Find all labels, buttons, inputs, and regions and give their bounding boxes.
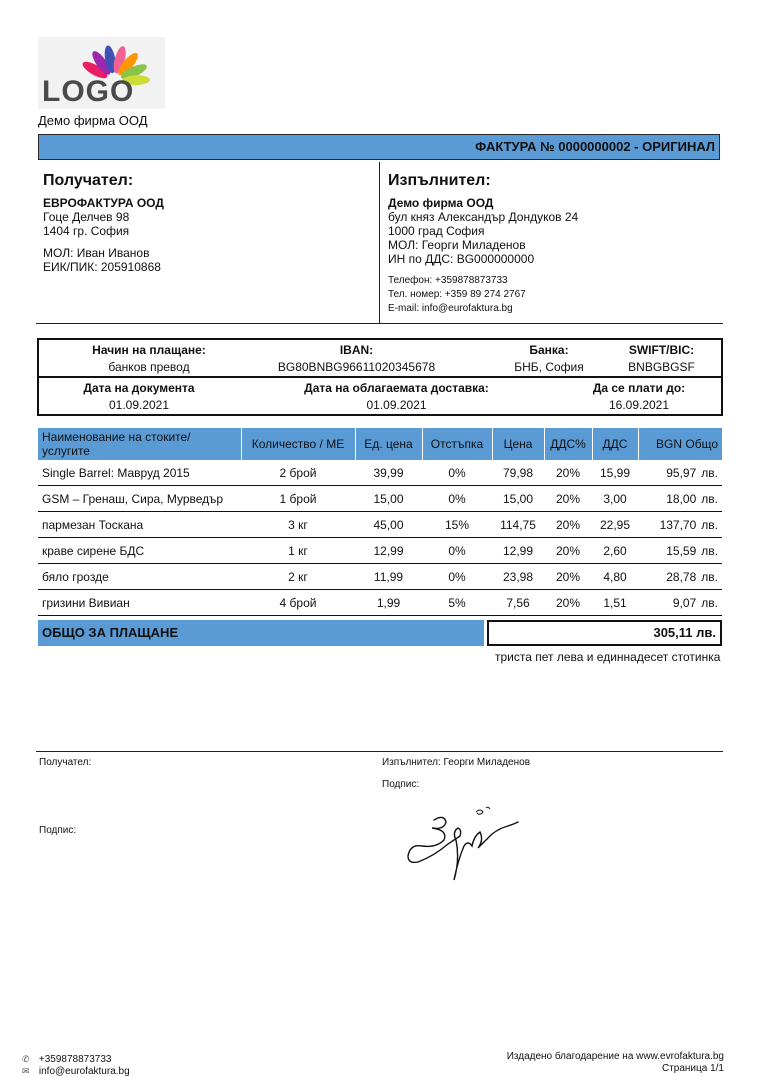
cell-qty: 2 кг: [241, 564, 355, 590]
table-row: [38, 564, 722, 590]
cell-price: 79,98: [492, 460, 544, 486]
cell-total: [638, 512, 722, 538]
col-header-total: BGN Общо: [638, 428, 722, 460]
cell-vat: 3,00: [592, 486, 638, 512]
cell-discount: 0%: [422, 486, 492, 512]
payment-method-label: Начин на плащане:: [92, 343, 206, 357]
footer-phone: +359878873733: [38, 1054, 112, 1065]
cell-total-value: 9,07: [672, 595, 697, 610]
cell-discount: 0%: [422, 460, 492, 486]
footer-contact: [22, 1051, 130, 1075]
company-logo: [38, 37, 165, 109]
cell-total-value: 95,97: [666, 465, 697, 480]
cell-vat-pct: 20%: [544, 564, 592, 590]
cell-qty: 1 кг: [241, 538, 355, 564]
cell-total-value: 15,59: [666, 543, 697, 558]
col-header-unit-price: Ед. цена: [355, 428, 422, 460]
table-header-row: [38, 428, 722, 460]
due-date-label: Да се плати до:: [592, 381, 686, 395]
cell-qty: 4 брой: [241, 590, 355, 616]
cell-vat-pct: 20%: [544, 538, 592, 564]
supplier-email: E-mail: info@eurofaktura.bg: [388, 303, 513, 314]
cell-total: [638, 538, 722, 564]
company-name: Демо фирма ООД: [38, 113, 148, 128]
table-row: [38, 486, 722, 512]
currency-unit: лв.: [701, 491, 718, 506]
cell-total-value: 28,78: [666, 569, 697, 584]
cell-qty: 2 брой: [241, 460, 355, 486]
doc-date-value: 01.09.2021: [108, 398, 170, 412]
recipient-mol: МОЛ: Иван Иванов: [43, 246, 150, 260]
delivery-date-value: 01.09.2021: [366, 398, 427, 412]
total-label: ОБЩО ЗА ПЛАЩАНЕ: [38, 620, 484, 646]
recipient-sign-label: Подпис:: [39, 825, 77, 836]
cell-name: бяло грозде: [38, 564, 241, 590]
signature-divider: [36, 751, 723, 752]
cell-discount: 0%: [422, 538, 492, 564]
cell-total-value: 137,70: [659, 517, 697, 532]
footer-issued: Издадено благодарение на www.evrofaktura.bg: [506, 1051, 724, 1062]
recipient-eik: ЕИК/ПИК: 205910868: [43, 260, 161, 274]
recipient-block: [43, 172, 164, 274]
handwritten-signature: [400, 800, 525, 885]
cell-vat: 15,99: [592, 460, 638, 486]
supplier-address1: бул княз Александър Дондуков 24: [388, 210, 579, 224]
due-date-value: 16.09.2021: [608, 398, 670, 412]
supplier-sign-label: Подпис:: [382, 779, 420, 790]
supplier-address2: 1000 град София: [388, 224, 485, 238]
payment-info-box: [37, 338, 723, 416]
table-row: [38, 538, 722, 564]
table-row: [38, 590, 722, 616]
supplier-mol: МОЛ: Георги Миладенов: [388, 238, 526, 252]
cell-total: [638, 590, 722, 616]
cell-total: [638, 564, 722, 590]
supplier-name: Демо фирма ООД: [388, 196, 494, 210]
invoice-title: ФАКТУРА № 0000000002 - ОРИГИНАЛ: [38, 134, 720, 160]
items-table: [38, 428, 722, 616]
party-divider: [379, 162, 380, 323]
cell-vat: 4,80: [592, 564, 638, 590]
email-icon: ✉: [22, 1066, 30, 1076]
payment-box-divider: [39, 376, 721, 378]
col-header-vat-pct: ДДС%: [544, 428, 592, 460]
cell-vat-pct: 20%: [544, 590, 592, 616]
swift-value: BNBGBGSF: [628, 360, 695, 374]
iban-label: IBAN:: [339, 343, 374, 357]
table-row: [38, 460, 722, 486]
recipient-address2: 1404 гр. София: [43, 224, 130, 238]
cell-total-value: 18,00: [666, 491, 697, 506]
cell-discount: 15%: [422, 512, 492, 538]
recipient-heading: Получател:: [43, 172, 134, 189]
currency-unit: лв.: [701, 517, 718, 532]
cell-name: краве сирене БДС: [38, 538, 241, 564]
supplier-phone: Телефон: +359878873733: [388, 275, 508, 286]
recipient-name: ЕВРОФАКТУРА ООД: [43, 196, 164, 210]
header-divider: [36, 323, 723, 324]
delivery-date-label: Дата на облагаемата доставка:: [304, 381, 489, 395]
cell-price: 15,00: [492, 486, 544, 512]
logo-text: LOGO: [42, 75, 135, 108]
cell-vat-pct: 20%: [544, 460, 592, 486]
col-header-price: Цена: [492, 428, 544, 460]
cell-unit-price: 39,99: [355, 460, 422, 486]
cell-vat: 1,51: [592, 590, 638, 616]
cell-unit-price: 1,99: [355, 590, 422, 616]
cell-name: GSM – Гренаш, Сира, Мурведър: [38, 486, 241, 512]
footer-email: info@eurofaktura.bg: [38, 1066, 130, 1077]
cell-price: 23,98: [492, 564, 544, 590]
cell-unit-price: 12,99: [355, 538, 422, 564]
cell-discount: 0%: [422, 564, 492, 590]
currency-unit: лв.: [701, 569, 718, 584]
currency-unit: лв.: [701, 543, 718, 558]
cell-price: 7,56: [492, 590, 544, 616]
supplier-tel: Тел. номер: +359 89 274 2767: [388, 289, 526, 300]
cell-unit-price: 11,99: [355, 564, 422, 590]
cell-vat-pct: 20%: [544, 512, 592, 538]
cell-price: 114,75: [492, 512, 544, 538]
supplier-signature-label: Изпълнител: Георги Миладенов: [382, 757, 531, 768]
currency-unit: лв.: [701, 465, 718, 480]
col-header-discount: Отстъпка: [422, 428, 492, 460]
cell-vat: 2,60: [592, 538, 638, 564]
cell-unit-price: 45,00: [355, 512, 422, 538]
iban-value: BG80BNBG96611020345678: [277, 360, 436, 374]
cell-discount: 5%: [422, 590, 492, 616]
col-header-name: Наименование на стоките/услугите: [38, 428, 241, 460]
cell-price: 12,99: [492, 538, 544, 564]
total-in-words: триста пет лева и единнадесет стотинка: [495, 650, 721, 664]
recipient-signature-label: Получател:: [39, 757, 92, 768]
supplier-heading: Изпълнител:: [388, 172, 491, 189]
footer-page: Страница 1/1: [661, 1063, 724, 1074]
cell-unit-price: 15,00: [355, 486, 422, 512]
col-header-vat: ДДС: [592, 428, 638, 460]
currency-unit: лв.: [701, 595, 718, 610]
cell-vat-pct: 20%: [544, 486, 592, 512]
recipient-address1: Гоце Делчев 98: [43, 210, 130, 224]
bank-label: Банка:: [529, 343, 569, 357]
cell-name: пармезан Тоскана: [38, 512, 241, 538]
cell-qty: 3 кг: [241, 512, 355, 538]
doc-date-label: Дата на документа: [83, 381, 195, 395]
footer-right: [507, 1051, 724, 1075]
table-row: [38, 512, 722, 538]
cell-total: [638, 460, 722, 486]
payment-method-value: банков превод: [108, 360, 190, 374]
cell-name: Single Barrel: Мавруд 2015: [38, 460, 241, 486]
cell-name: гризини Вивиан: [38, 590, 241, 616]
supplier-block: [388, 172, 578, 316]
cell-vat: 22,95: [592, 512, 638, 538]
cell-qty: 1 брой: [241, 486, 355, 512]
swift-label: SWIFT/BIC:: [628, 343, 695, 357]
phone-icon: ✆: [22, 1054, 30, 1064]
col-header-qty: Количество / МЕ: [241, 428, 355, 460]
total-amount: 305,11 лв.: [487, 620, 722, 646]
supplier-vat: ИН по ДДС: BG000000000: [388, 252, 535, 266]
cell-total: [638, 486, 722, 512]
bank-value: БНБ, София: [514, 360, 584, 374]
